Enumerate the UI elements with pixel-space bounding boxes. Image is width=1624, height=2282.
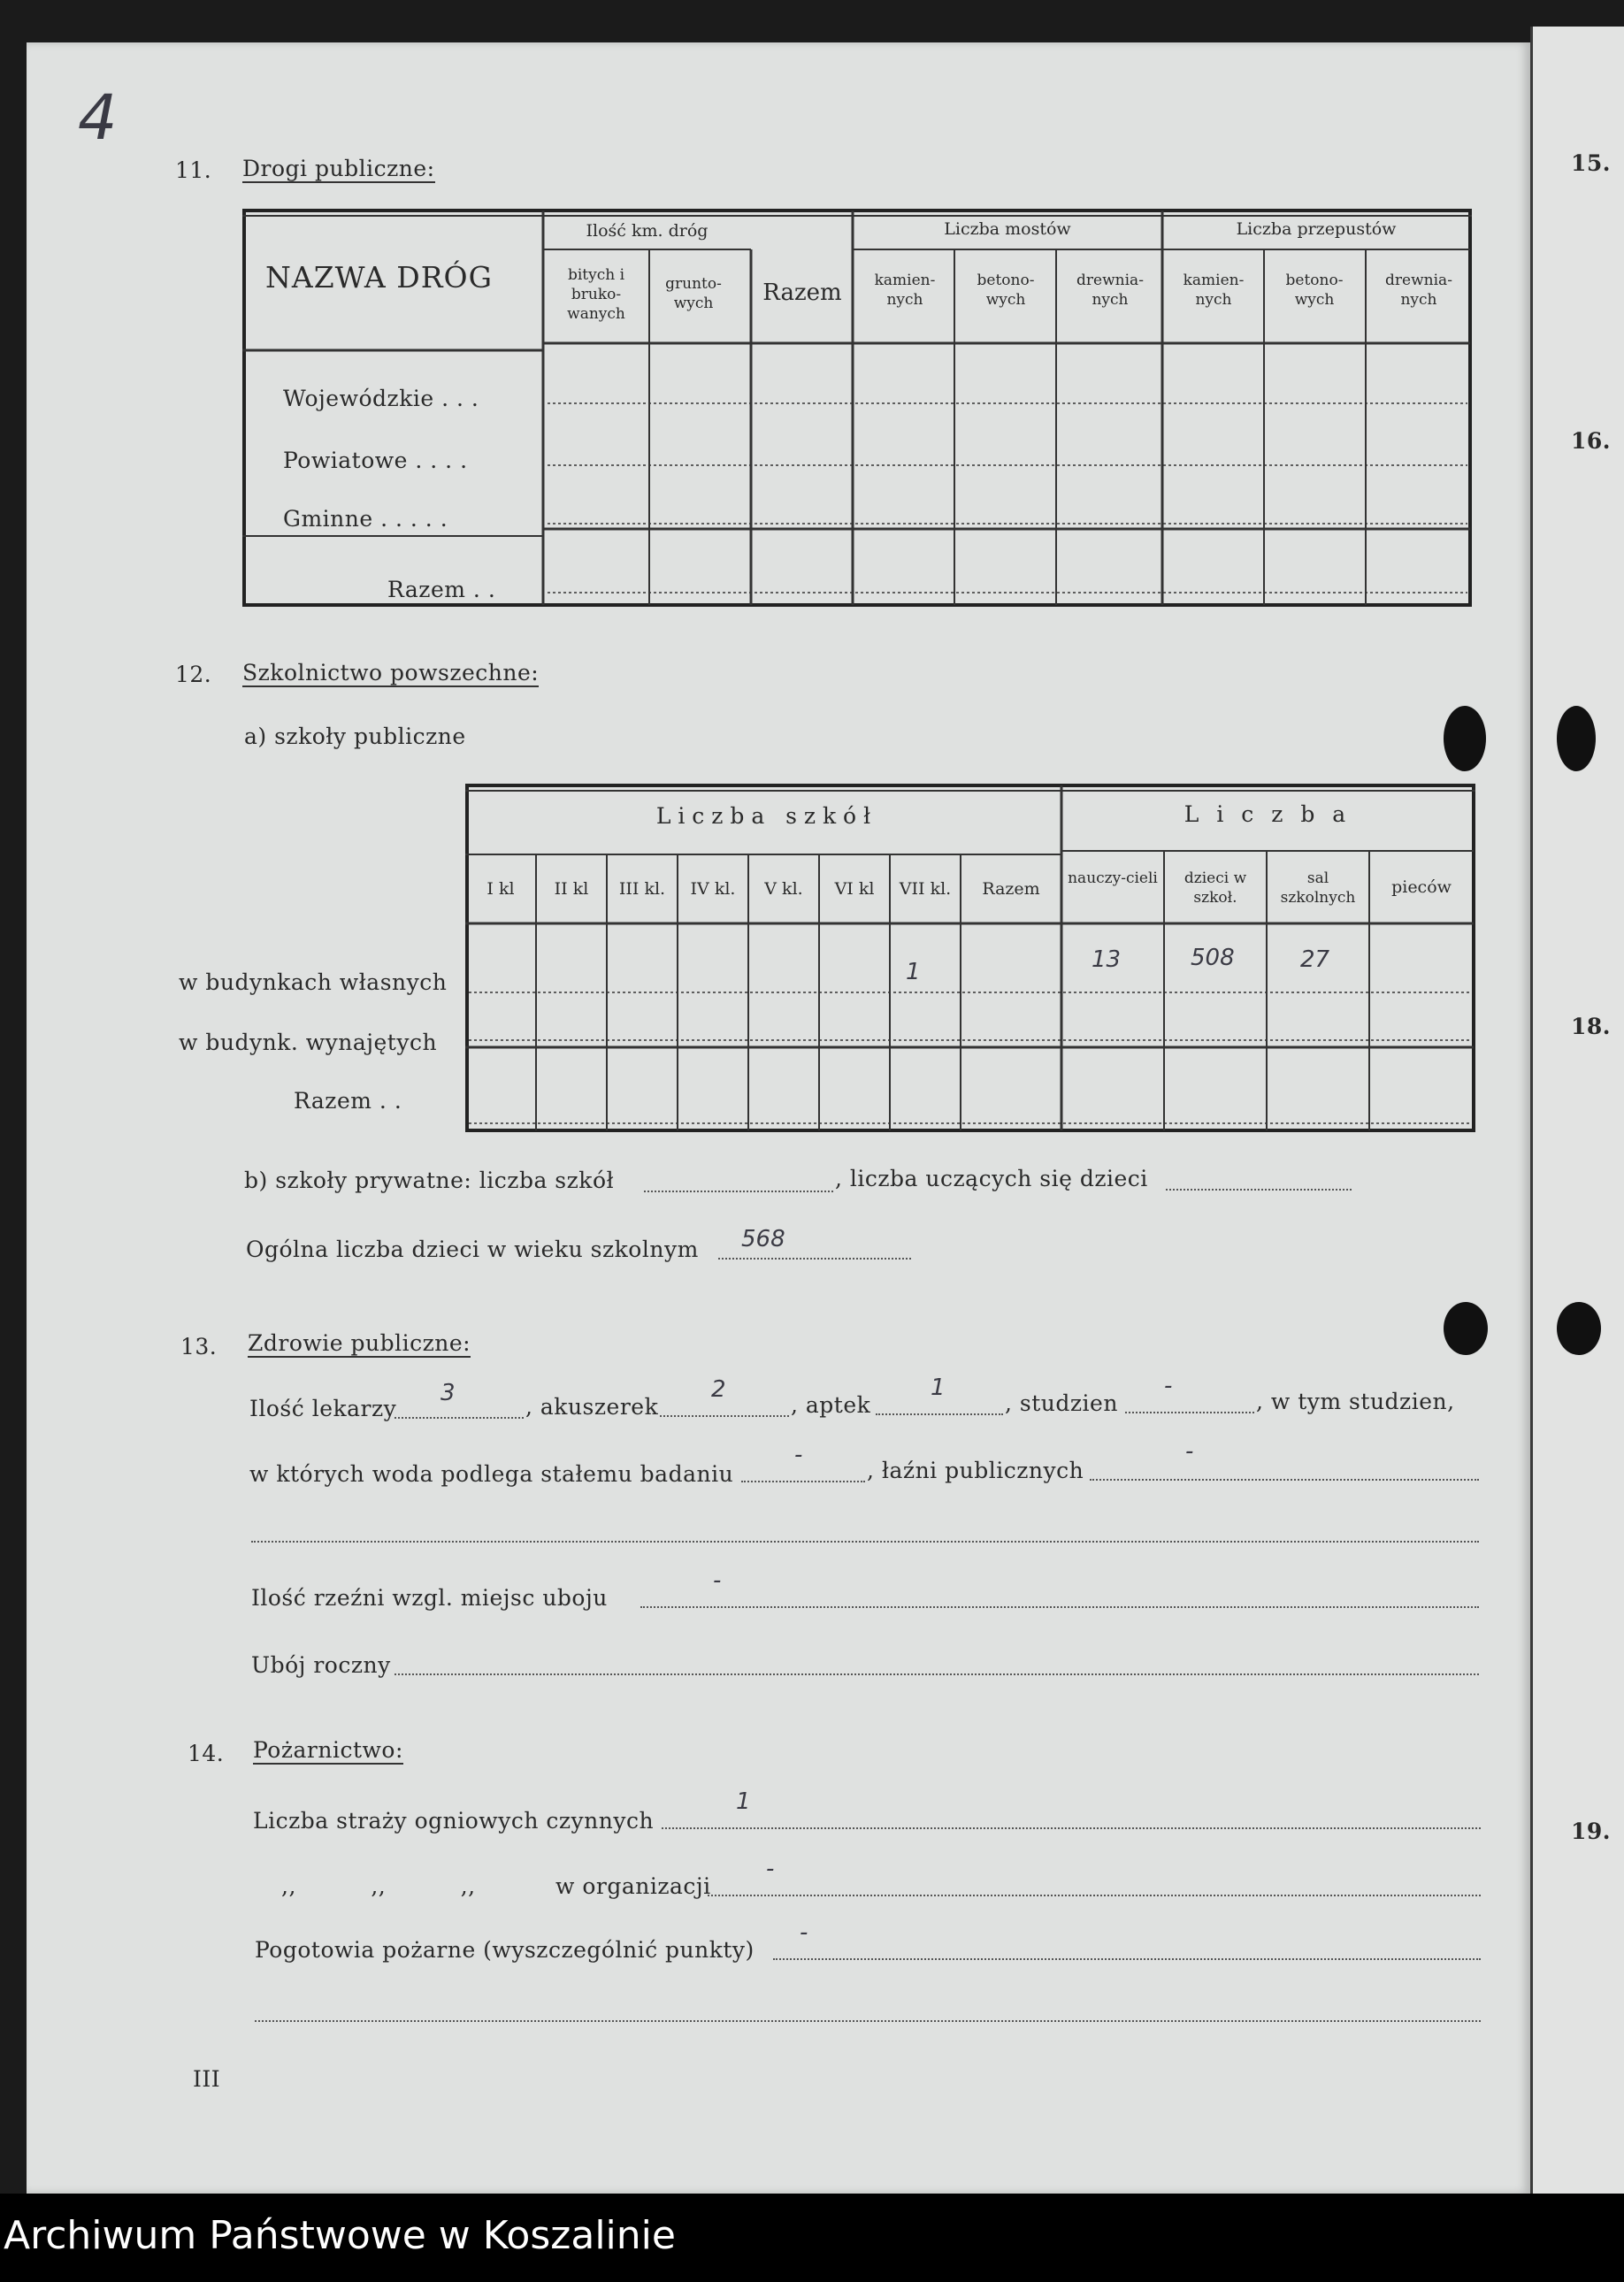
col-header: III kl. xyxy=(618,879,666,899)
roads-table xyxy=(242,209,1472,607)
next-section-number: 19. xyxy=(1571,1819,1611,1844)
col-header: V kl. xyxy=(764,879,803,899)
section-title: Drogi publiczne: xyxy=(242,156,435,181)
roads-name-header: NAZWA DRÓG xyxy=(265,260,493,295)
fill-line xyxy=(741,1481,865,1482)
section-title: Pożarnictwo: xyxy=(253,1737,403,1763)
col-header: kamien-nych xyxy=(874,272,936,309)
doctors-label: Ilość lekarzy xyxy=(249,1396,397,1421)
punch-hole xyxy=(1444,1302,1488,1355)
col-header: VII kl. xyxy=(899,879,952,899)
in-organization-value: - xyxy=(766,1856,775,1882)
fire-brigades-value: 1 xyxy=(736,1788,751,1815)
next-section-number: 18. xyxy=(1571,1014,1611,1039)
fire-brigades-label: Liczba straży ogniowych czynnych xyxy=(253,1808,655,1834)
archive-name: Archiwum Państwowe w Koszalinie xyxy=(4,2213,676,2258)
col-header: I kl xyxy=(486,879,515,899)
next-section-number: 16. xyxy=(1571,428,1611,454)
next-page-edge xyxy=(1530,27,1624,2194)
col-header: betono-wych xyxy=(1285,272,1344,309)
col-header: betono-wych xyxy=(977,272,1035,309)
fill-line xyxy=(251,1541,1479,1543)
handwritten-value: 1 xyxy=(906,959,921,985)
in-organization-label: w organizacji xyxy=(555,1873,711,1899)
fill-line xyxy=(773,1958,1481,1960)
fill-line xyxy=(1125,1412,1254,1413)
fill-line xyxy=(1090,1479,1479,1481)
archive-footer xyxy=(0,2194,1624,2282)
handwritten-value: 13 xyxy=(1092,946,1122,973)
wells-value: - xyxy=(1164,1373,1173,1399)
fill-line xyxy=(660,1415,789,1417)
col-header: pieców xyxy=(1391,877,1452,897)
baths-value: - xyxy=(1185,1438,1194,1465)
wells-tested-label: , w tym studzien, xyxy=(1256,1389,1455,1414)
handwritten-value: 27 xyxy=(1300,946,1330,973)
row-label: Powiatowe . . . . xyxy=(283,448,468,473)
col-header: grunto-wych xyxy=(665,275,722,312)
page-roman-number: III xyxy=(193,2066,221,2092)
fill-line xyxy=(395,1673,1479,1675)
tested-wells-value: - xyxy=(794,1442,803,1468)
col-header: II kl xyxy=(554,879,589,899)
private-schools-label: b) szkoły prywatne: liczba szkół xyxy=(244,1168,615,1193)
fire-readiness-label: Pogotowia pożarne (wyszczególnić punkty) xyxy=(255,1937,755,1963)
row-label: Razem . . xyxy=(387,577,496,602)
fill-line xyxy=(644,1191,833,1192)
culverts-group-header: Liczba przepustów xyxy=(1236,219,1397,239)
km-group-header: Ilość km. dróg xyxy=(586,221,709,241)
col-header: bitych i bruko-wanych xyxy=(567,266,625,323)
fill-line xyxy=(255,2020,1481,2022)
slaughterhouses-value: - xyxy=(713,1567,722,1594)
section-title: Zdrowie publiczne: xyxy=(248,1330,471,1356)
pharmacies-label: , aptek xyxy=(791,1392,871,1418)
fill-line xyxy=(395,1417,524,1419)
col-header: kamien-nych xyxy=(1183,272,1245,309)
row-label: Gminne . . . . . xyxy=(283,506,448,532)
private-pupils-label: , liczba uczących się dzieci xyxy=(835,1166,1148,1191)
punch-hole xyxy=(1557,1302,1601,1355)
midwives-value: 2 xyxy=(711,1376,726,1403)
corner-number: 4 xyxy=(78,81,118,154)
col-header: nauczy-cieli xyxy=(1068,869,1158,887)
col-header: IV kl. xyxy=(690,879,736,899)
punch-hole xyxy=(1557,706,1596,771)
section-number: 13. xyxy=(180,1334,218,1359)
col-header: sal szkolnych xyxy=(1280,869,1356,907)
doctors-value: 3 xyxy=(440,1380,456,1406)
col-header: drewnia-nych xyxy=(1076,272,1144,309)
row-label: Wojewódzkie . . . xyxy=(283,386,479,411)
section-number: 14. xyxy=(188,1741,225,1766)
bridges-group-header: Liczba mostów xyxy=(944,219,1071,239)
annual-slaughter-label: Ubój roczny xyxy=(251,1652,391,1678)
col-header: Razem xyxy=(762,280,842,306)
col-header: drewnia-nych xyxy=(1385,272,1452,309)
next-section-number: 15. xyxy=(1571,150,1611,176)
row-label: w budynkach własnych xyxy=(179,969,448,995)
section-number: 11. xyxy=(175,157,212,183)
slaughterhouses-label: Ilość rzeźni wzgl. miejsc uboju xyxy=(251,1585,608,1611)
punch-hole xyxy=(1444,706,1486,771)
handwritten-value: 508 xyxy=(1191,945,1235,971)
wells-label: , studzien xyxy=(1005,1390,1118,1416)
liczba-group-header: L i c z b a xyxy=(1184,801,1352,827)
col-header: dzieci w szkoł. xyxy=(1184,869,1247,907)
col-header: Razem xyxy=(982,879,1040,899)
tested-wells-label: w których woda podlega stałemu badaniu xyxy=(249,1461,734,1487)
midwives-label: , akuszerek xyxy=(525,1394,659,1420)
fill-line xyxy=(708,1895,1481,1896)
schools-group-header: L i c z b a s z k ó ł xyxy=(655,803,871,829)
row-label: Razem . . xyxy=(294,1088,402,1114)
section-title: Szkolnictwo powszechne: xyxy=(242,660,540,685)
fill-line xyxy=(876,1413,1003,1415)
baths-label: , łaźni publicznych xyxy=(867,1458,1084,1483)
pharmacies-value: 1 xyxy=(931,1375,946,1401)
fire-readiness-value: - xyxy=(800,1919,808,1946)
fill-line xyxy=(718,1258,911,1260)
fill-line xyxy=(640,1606,1479,1608)
fill-line xyxy=(1166,1189,1352,1191)
col-header: VI kl xyxy=(834,879,875,899)
ditto-marks: ,, ,, ,, xyxy=(281,1873,476,1899)
fill-line xyxy=(662,1827,1481,1829)
total-children-label: Ogólna liczba dzieci w wieku szkolnym xyxy=(246,1237,699,1262)
section-number: 12. xyxy=(175,662,212,687)
subsection-label: a) szkoły publiczne xyxy=(244,724,466,749)
schools-table xyxy=(465,784,1475,1132)
row-label: w budynk. wynajętych xyxy=(179,1030,438,1055)
total-children-value: 568 xyxy=(741,1226,785,1252)
